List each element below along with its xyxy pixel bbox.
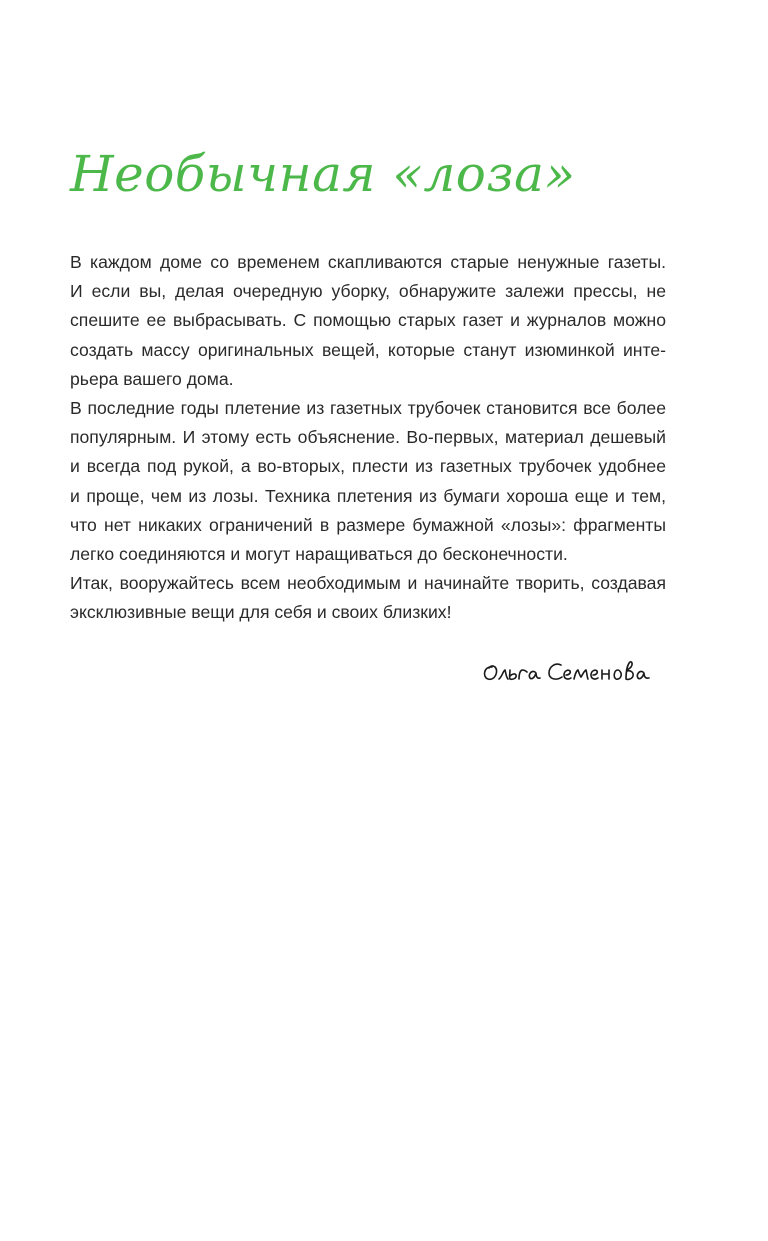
paragraph-line: и проще, чем из лозы. Техника плетения из бумаги хороша еще и тем, — [70, 485, 666, 506]
paragraph-line: легко соединяются и могут наращиваться до бесконечности. — [70, 543, 568, 564]
paragraph-line: создать массу оригинальных вещей, которые станут изюминкой инте- — [70, 339, 666, 360]
paragraph-line: популярным. И этому есть объяснение. Во-первых, материал дешевый — [70, 427, 666, 448]
paragraph-line: что нет никаких ограничений в размере бумажной «лозы»: фрагменты — [70, 514, 666, 535]
paragraph-line: рьера вашего дома. — [70, 368, 234, 389]
paragraph-line: И если вы, делая очередную уборку, обнаружите залежи прессы, не — [70, 281, 666, 302]
paragraph-line: В последние годы плетение из газетных трубочек становится все более — [70, 397, 666, 418]
paragraph-line: спешите ее выбрасывать. С помощью старых газет и журналов можно — [70, 310, 666, 331]
body-text — [70, 248, 666, 627]
page-title: Необычная «лоза» — [70, 145, 576, 203]
paragraph-line: эксклюзивные вещи для себя и своих близких! — [70, 602, 452, 623]
paragraph-line: и всегда под рукой, а во-вторых, плести из газетных трубочек удобнее — [70, 456, 666, 477]
handwritten-signature — [478, 653, 668, 693]
paragraph-line: В каждом доме со временем скапливаются старые ненужные газеты. — [70, 252, 666, 272]
paragraph-line: Итак, вооружайтесь всем необходимым и начинайте творить, создавая — [70, 573, 666, 594]
